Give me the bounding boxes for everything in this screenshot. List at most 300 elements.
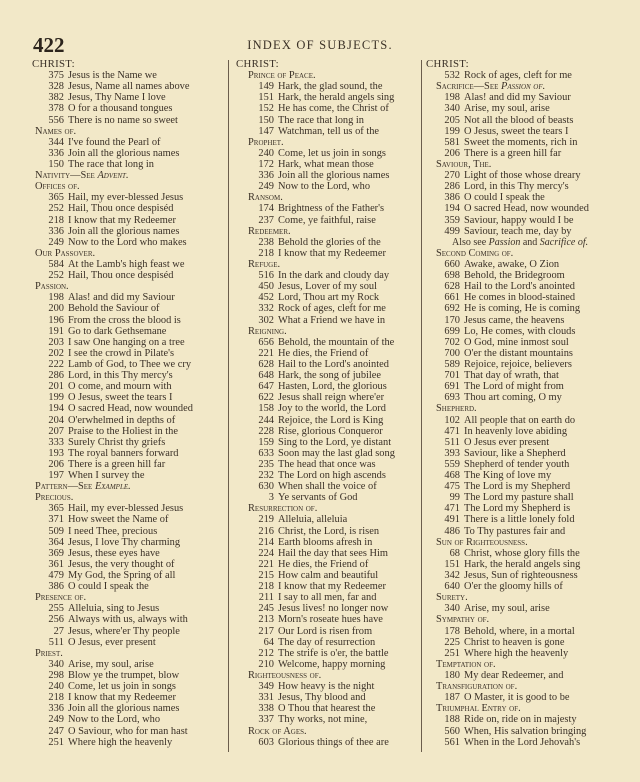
hymn-number: 256: [48, 614, 64, 626]
index-entry: [236, 437, 422, 448]
index-entry: [426, 648, 621, 659]
hymn-first-line: Saviour, like a Shepherd: [464, 447, 566, 459]
hymn-number: 213: [258, 614, 274, 626]
hymn-first-line: Thou art coming, O my: [464, 392, 562, 404]
index-entry: [236, 514, 422, 525]
index-entry: [32, 426, 226, 437]
hymn-number: 214: [258, 536, 274, 548]
subject-label: Prophet.: [248, 136, 284, 148]
hymn-first-line: In the dark and cloudy day: [278, 270, 390, 282]
subject-label: Names of.: [35, 125, 77, 137]
hymn-first-line: Hark, the herald angels sing: [464, 558, 581, 570]
hymn-number: 630: [258, 481, 274, 493]
subject-heading: [426, 159, 621, 170]
hymn-number: 218: [258, 581, 274, 593]
hymn-number: 191: [48, 325, 64, 337]
index-entry: [32, 226, 226, 237]
subject-heading: [426, 81, 621, 92]
hymn-first-line: Saviour, teach me, day by: [464, 225, 572, 237]
hymn-first-line: Praise to the Holiest in the: [68, 425, 178, 437]
subject-heading: [236, 137, 422, 148]
hymn-number: 172: [258, 158, 274, 170]
subject-heading: [32, 126, 226, 137]
hymn-number: 361: [48, 558, 64, 570]
hymn-number: 371: [48, 514, 64, 526]
index-entry: [236, 659, 422, 670]
hymn-first-line: Lo, He comes, with clouds: [464, 325, 576, 337]
index-entry: [426, 303, 621, 314]
index-entry: [32, 692, 226, 703]
hymn-number: 298: [48, 670, 64, 682]
hymn-number: 206: [48, 458, 64, 470]
hymn-number: 200: [48, 303, 64, 315]
index-entry: [236, 714, 422, 725]
hymn-first-line: Hail, my ever-blessed Jesus: [68, 503, 184, 515]
subject-heading: [236, 259, 422, 270]
hymn-first-line: Come, ye faithful, raise: [278, 214, 376, 226]
index-entry: [426, 392, 621, 403]
hymn-number: 255: [48, 603, 64, 615]
index-entry: [426, 603, 621, 614]
index-entry: [426, 470, 621, 481]
hymn-number: 240: [258, 147, 274, 159]
see-also-note: [426, 237, 621, 248]
hymn-first-line: Welcome, happy morning: [278, 658, 386, 670]
index-entry: [32, 81, 226, 92]
hymn-first-line: Hail the day that sees Him: [278, 547, 388, 559]
hymn-number: 249: [48, 236, 64, 248]
index-entry: [236, 626, 422, 637]
index-entry: [236, 248, 422, 259]
index-entry: [32, 370, 226, 381]
note-text: Also see: [452, 236, 489, 248]
index-entry: [426, 670, 621, 681]
index-entry: [32, 581, 226, 592]
index-entry: [32, 448, 226, 459]
hymn-first-line: Jesus, Thy blood and: [278, 692, 366, 704]
hymn-first-line: Rock of ages, cleft for me: [464, 70, 572, 82]
index-entry: [236, 81, 422, 92]
hymn-first-line: Hark, what mean those: [278, 158, 374, 170]
hymn-number: 337: [258, 714, 274, 726]
subject-label: Passion.: [35, 281, 69, 293]
index-entry: [426, 148, 621, 159]
hymn-first-line: O could I speak the: [464, 192, 545, 204]
subject-heading: [426, 703, 621, 714]
index-entry: [32, 637, 226, 648]
index-entry: [236, 359, 422, 370]
cross-reference: Passion: [488, 236, 521, 248]
cross-reference: Example.: [94, 481, 131, 493]
hymn-number: 201: [48, 381, 64, 393]
hymn-first-line: Jesus, these eyes have: [68, 547, 160, 559]
subject-label: Saviour, The.: [436, 158, 492, 170]
index-entry: [32, 303, 226, 314]
index-entry: [236, 103, 422, 114]
hymn-number: 194: [444, 203, 460, 215]
index-entry: [426, 426, 621, 437]
hymn-first-line: Come, let us join in songs: [68, 681, 176, 693]
hymn-number: 509: [48, 525, 64, 537]
hymn-first-line: When I survey the: [68, 470, 145, 482]
index-entry: [32, 603, 226, 614]
hymn-number: 286: [48, 370, 64, 382]
hymn-first-line: I saw One hanging on a tree: [68, 336, 185, 348]
hymn-number: 475: [444, 481, 460, 493]
hymn-first-line: Hail, Thou once despiséd: [68, 203, 174, 215]
subject-label: Sympathy of.: [436, 614, 490, 626]
index-entry: [236, 292, 422, 303]
hymn-first-line: Not all the blood of beasts: [464, 114, 574, 126]
subject-label: Resurrection of.: [248, 503, 318, 515]
hymn-number: 3: [268, 492, 274, 504]
hymn-first-line: Our Lord is risen from: [278, 625, 373, 637]
index-entry: [426, 70, 621, 81]
hymn-first-line: Now to the Lord who makes: [68, 236, 187, 248]
hymn-number: 559: [444, 458, 460, 470]
hymn-first-line: Alas! and did my Saviour: [68, 292, 175, 304]
hymn-first-line: Behold, where, in a mortal: [464, 625, 575, 637]
index-entry: [426, 437, 621, 448]
subject-heading: [32, 481, 226, 492]
hymn-number: 342: [444, 570, 460, 582]
index-entry: [32, 703, 226, 714]
index-entry: [426, 215, 621, 226]
hymn-first-line: Surely Christ thy griefs: [68, 436, 166, 448]
subject-heading: [32, 281, 226, 292]
index-entry: [426, 448, 621, 459]
hymn-number: 660: [444, 258, 460, 270]
hymn-first-line: My dear Redeemer, and: [464, 670, 564, 682]
hymn-number: 244: [258, 414, 274, 426]
hymn-first-line: Behold, the mountain of the: [278, 336, 395, 348]
subject-heading: [32, 648, 226, 659]
hymn-first-line: Where high the heavenly: [464, 647, 569, 659]
index-entry: [236, 481, 422, 492]
subject-label: Shepherd.: [436, 403, 477, 415]
hymn-number: 158: [258, 403, 274, 415]
index-entry: [426, 326, 621, 337]
index-entry: [426, 203, 621, 214]
hymn-first-line: O Master, it is good to be: [464, 692, 570, 704]
hymn-number: 207: [48, 425, 64, 437]
hymn-number: 196: [48, 314, 64, 326]
index-entry: [32, 337, 226, 348]
hymn-number: 150: [258, 114, 274, 126]
index-entry: [32, 415, 226, 426]
hymn-number: 340: [48, 658, 64, 670]
hymn-number: 150: [48, 158, 64, 170]
subject-label: Ransom.: [248, 192, 283, 204]
hymn-number: 661: [444, 292, 460, 304]
hymn-number: 216: [258, 525, 274, 537]
hymn-number: 193: [48, 447, 64, 459]
hymn-number: 238: [258, 236, 274, 248]
hymn-number: 628: [258, 358, 274, 370]
hymn-first-line: The Lord is my Shepherd: [464, 481, 571, 493]
index-entry: [236, 315, 422, 326]
hymn-number: 336: [48, 147, 64, 159]
section-heading: CHRIST:: [236, 59, 279, 70]
hymn-first-line: Jesus is the Name we: [68, 70, 157, 82]
subject-label: Surety.: [436, 592, 468, 604]
index-entry: [426, 281, 621, 292]
hymn-number: 149: [258, 81, 274, 93]
hymn-number: 584: [48, 258, 64, 270]
index-entry: [426, 559, 621, 570]
hymn-number: 640: [444, 581, 460, 593]
hymn-first-line: He dies, the Friend of: [278, 558, 369, 570]
hymn-first-line: Brightness of the Father's: [278, 203, 385, 215]
index-entry: [32, 503, 226, 514]
subject-heading: [32, 592, 226, 603]
index-entry: [236, 603, 422, 614]
hymn-first-line: Shepherd of tender youth: [464, 458, 570, 470]
hymn-first-line: Joy to the world, the Lord: [278, 403, 386, 415]
hymn-first-line: How heavy is the night: [278, 681, 375, 693]
hymn-number: 581: [444, 136, 460, 148]
hymn-number: 468: [444, 470, 460, 482]
index-entry: [236, 126, 422, 137]
hymn-first-line: Come, let us join in songs: [278, 147, 386, 159]
index-entry: [426, 170, 621, 181]
hymn-first-line: Light of those whose dreary: [464, 170, 581, 182]
hymn-number: 332: [258, 303, 274, 315]
index-entry: [426, 137, 621, 148]
hymn-first-line: Rejoice, rejoice, believers: [464, 358, 572, 370]
index-entry: [236, 181, 422, 192]
index-entry: [426, 626, 621, 637]
index-entry: [426, 581, 621, 592]
index-entry: [32, 148, 226, 159]
index-entry: [32, 726, 226, 737]
hymn-number: 633: [258, 447, 274, 459]
index-entry: [32, 614, 226, 625]
index-entry: [32, 92, 226, 103]
hymn-number: 331: [258, 692, 274, 704]
hymn-first-line: Jesus lives! no longer now: [278, 603, 389, 615]
hymn-first-line: How sweet the Name of: [68, 514, 169, 526]
index-entry: [236, 148, 422, 159]
hymn-first-line: Hasten, Lord, the glorious: [278, 381, 387, 393]
hymn-first-line: Earth blooms afresh in: [278, 536, 373, 548]
hymn-number: 228: [258, 425, 274, 437]
hymn-first-line: Rock of ages, cleft for me: [278, 303, 386, 315]
hymn-number: 698: [444, 270, 460, 282]
hymn-number: 349: [258, 681, 274, 693]
hymn-number: 205: [444, 114, 460, 126]
hymn-number: 99: [449, 492, 460, 504]
hymn-number: 251: [48, 736, 64, 748]
index-entry: [32, 392, 226, 403]
index-entry: [32, 526, 226, 537]
index-entry: [426, 270, 621, 281]
index-entry: [236, 448, 422, 459]
hymn-number: 102: [444, 414, 460, 426]
index-entry: [236, 370, 422, 381]
hymn-number: 27: [53, 625, 64, 637]
index-entry: [32, 381, 226, 392]
hymn-first-line: O sacred Head, now wounded: [68, 403, 193, 415]
hymn-number: 240: [48, 681, 64, 693]
index-entry: [426, 348, 621, 359]
hymn-first-line: In heavenly love abiding: [464, 425, 568, 437]
subject-heading: [32, 248, 226, 259]
hymn-first-line: Ride on, ride on in majesty: [464, 714, 577, 726]
index-entry: [426, 359, 621, 370]
index-entry: [32, 159, 226, 170]
hymn-first-line: The race that long in: [278, 114, 364, 126]
hymn-first-line: Now to the Lord, who: [68, 714, 161, 726]
hymn-number: 491: [444, 514, 460, 526]
index-entry: [32, 115, 226, 126]
hymn-first-line: Now to the Lord, who: [278, 181, 371, 193]
hymn-number: 369: [48, 547, 64, 559]
hymn-number: 252: [48, 270, 64, 282]
hymn-first-line: Christ, whose glory fills the: [464, 547, 580, 559]
hymn-first-line: He dies, the Friend of: [278, 347, 369, 359]
hymn-first-line: Join all the glorious names: [278, 170, 390, 182]
index-entry: [426, 737, 621, 748]
hymn-first-line: O God, mine inmost soul: [464, 336, 569, 348]
cross-reference: Sacrifice of.: [539, 236, 589, 248]
hymn-number: 486: [444, 525, 460, 537]
hymn-number: 178: [444, 625, 460, 637]
hymn-first-line: O'erwhelmed in depths of: [68, 414, 176, 426]
hymn-first-line: Hail, my ever-blessed Jesus: [68, 192, 184, 204]
subject-label: Presence of.: [35, 592, 87, 604]
hymn-number: 252: [48, 203, 64, 215]
hymn-number: 365: [48, 192, 64, 204]
subject-label: Redeemer.: [248, 225, 291, 237]
index-entry: [426, 115, 621, 126]
subject-heading: [426, 248, 621, 259]
hymn-first-line: Jesus came, the heavens: [464, 314, 565, 326]
index-entry: [236, 381, 422, 392]
hymn-number: 336: [258, 170, 274, 182]
hymn-first-line: There is a green hill far: [464, 147, 562, 159]
index-entry: [236, 703, 422, 714]
hymn-number: 532: [444, 70, 460, 82]
hymn-number: 198: [48, 292, 64, 304]
hymn-first-line: The head that once was: [278, 458, 376, 470]
section-heading: CHRIST:: [426, 59, 469, 70]
hymn-first-line: O'er the gloomy hills of: [464, 581, 563, 593]
index-entry: [236, 348, 422, 359]
hymn-number: 511: [48, 636, 64, 648]
index-entry: [32, 559, 226, 570]
hymn-first-line: Alleluia, alleluia: [278, 514, 348, 526]
index-entry: [426, 103, 621, 114]
subject-heading: [236, 503, 422, 514]
hymn-first-line: There is no name so sweet: [68, 114, 178, 126]
index-entry: [426, 181, 621, 192]
index-entry: [32, 259, 226, 270]
hymn-number: 251: [444, 647, 460, 659]
index-entry: [426, 548, 621, 559]
hymn-number: 152: [258, 103, 274, 115]
hymn-first-line: There is a little lonely fold: [464, 514, 575, 526]
hymn-number: 622: [258, 392, 274, 404]
index-entry: [236, 403, 422, 414]
page-title: INDEX OF SUBJECTS.: [247, 38, 393, 52]
hymn-number: 218: [48, 214, 64, 226]
hymn-first-line: Sweet the moments, rich in: [464, 136, 578, 148]
index-entry: [236, 737, 422, 748]
hymn-number: 693: [444, 392, 460, 404]
hymn-first-line: Lord, in this Thy mercy's: [68, 370, 173, 382]
hymn-number: 386: [48, 581, 64, 593]
hymn-first-line: What a Friend we have in: [278, 314, 386, 326]
hymn-first-line: O Jesus, ever present: [68, 636, 156, 648]
hymn-number: 702: [444, 336, 460, 348]
hymn-first-line: I know that my Redeemer: [278, 247, 386, 259]
index-entry: [32, 192, 226, 203]
index-entry: [426, 692, 621, 703]
hymn-number: 516: [258, 270, 274, 282]
index-entry: [236, 559, 422, 570]
hymn-first-line: Join all the glorious names: [68, 225, 180, 237]
hymn-number: 382: [48, 92, 64, 104]
hymn-number: 647: [258, 381, 274, 393]
hymn-number: 203: [48, 336, 64, 348]
index-entry: [426, 459, 621, 470]
hymn-first-line: Where high the heavenly: [68, 736, 173, 748]
index-entry: [426, 570, 621, 581]
index-entry: [32, 103, 226, 114]
index-entry: [32, 681, 226, 692]
index-column-1: [32, 59, 226, 748]
index-entry: [236, 215, 422, 226]
index-entry: [236, 492, 422, 503]
hymn-first-line: O Saviour, who for man hast: [68, 725, 188, 737]
subject-heading: [236, 192, 422, 203]
hymn-number: 188: [444, 714, 460, 726]
index-entry: [426, 514, 621, 525]
hymn-first-line: O Jesus, sweet the tears I: [68, 392, 173, 404]
index-entry: [32, 403, 226, 414]
subject-heading: [236, 70, 422, 81]
hymn-number: 219: [258, 514, 274, 526]
column-divider: [228, 60, 229, 752]
hymn-first-line: Hail to the Lord's anointed: [464, 281, 575, 293]
hymn-first-line: Ye servants of God: [278, 492, 358, 504]
index-entry: [32, 714, 226, 725]
index-entry: [32, 537, 226, 548]
hymn-first-line: O could I speak the: [68, 581, 149, 593]
page-number: 422: [33, 33, 65, 57]
hymn-first-line: I've found the Pearl of: [68, 136, 161, 148]
hymn-number: 180: [444, 670, 460, 682]
hymn-number: 221: [258, 347, 274, 359]
index-entry: [32, 326, 226, 337]
hymn-number: 211: [258, 592, 274, 604]
hymn-first-line: To Thy pastures fair and: [464, 525, 566, 537]
hymn-first-line: Thy works, not mine,: [278, 714, 368, 726]
hymn-number: 159: [258, 436, 274, 448]
hymn-number: 556: [48, 114, 64, 126]
index-entry: [32, 70, 226, 81]
hymn-first-line: Jesus shall reign where'er: [278, 392, 385, 404]
subject-label: Sun of Righteousness.: [436, 536, 528, 548]
subject-label: Our Passover.: [35, 247, 96, 259]
hymn-first-line: He has come, the Christ of: [278, 103, 389, 115]
index-entry: [426, 714, 621, 725]
hymn-number: 471: [444, 503, 460, 515]
index-entry: [236, 92, 422, 103]
index-entry: [32, 570, 226, 581]
cross-reference: Passion of.: [501, 81, 546, 93]
